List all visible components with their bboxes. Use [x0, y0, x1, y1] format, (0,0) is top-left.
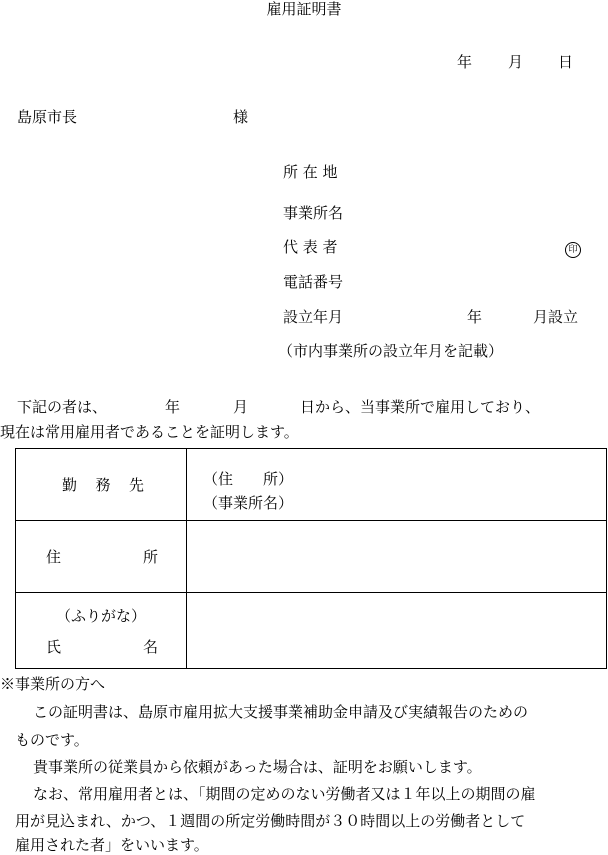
established-label: 設立年月 — [283, 308, 344, 326]
name-label-char: 氏 — [46, 637, 62, 656]
workplace-label-cell — [16, 449, 187, 521]
statement-month: 月 — [233, 398, 249, 416]
established-year: 年 — [467, 308, 483, 326]
note-line: この証明書は、島原市雇用拡大支援事業補助金申請及び実績報告のための — [33, 703, 529, 721]
workplace-label-char: 務 — [95, 476, 111, 494]
phone-label: 電話番号 — [283, 273, 344, 291]
date-month: 月 — [508, 53, 524, 71]
name-label — [16, 636, 186, 657]
address-label-cell — [16, 521, 187, 593]
date-day: 日 — [558, 53, 574, 71]
addressee-name: 島原市長 — [17, 108, 78, 126]
name-value-cell[interactable] — [187, 593, 607, 669]
name-label-char: 名 — [142, 637, 158, 656]
name-label-cell — [16, 593, 187, 669]
statement-year: 年 — [165, 398, 181, 416]
statement-line2: 現在は常用雇用者であることを証明します。 — [0, 423, 299, 441]
seal-text: 印 — [565, 242, 581, 258]
established-month: 月設立 — [533, 308, 579, 326]
workplace-address-caption: （住 所） — [203, 469, 294, 488]
workplace-office-caption: （事業所名） — [203, 493, 294, 512]
document-title: 雇用証明書 — [266, 0, 342, 18]
statement-day-suffix: 日から、当事業所で雇用しており、 — [300, 398, 541, 416]
addressee-honorific: 様 — [233, 108, 249, 126]
location-label: 所 在 地 — [283, 163, 338, 181]
established-note: （市内事業所の設立年月を記載） — [278, 342, 504, 360]
workplace-label-char: 先 — [128, 476, 144, 494]
table-row-name — [16, 593, 607, 669]
table-row-address — [16, 521, 607, 593]
representative-label: 代 表 者 — [283, 238, 338, 256]
office-name-label: 事業所名 — [283, 204, 344, 222]
note-line: 用が見込まれ、かつ、１週間の所定労働時間が３０時間以上の労働者として — [15, 812, 526, 830]
address-label-char: 住 — [46, 548, 62, 566]
date-year: 年 — [457, 53, 473, 71]
workplace-value-cell[interactable] — [187, 449, 607, 521]
note-line: ものです。 — [15, 731, 89, 749]
note-line: 貴事業所の従業員から依頼があった場合は、証明をお願いします。 — [33, 758, 482, 776]
note-line: 雇用された者」をいいます。 — [15, 836, 209, 854]
employment-table — [15, 448, 607, 669]
table-row-workplace — [16, 449, 607, 521]
address-value-cell[interactable] — [187, 521, 607, 593]
seal-mark — [565, 240, 581, 258]
workplace-label — [16, 474, 186, 495]
statement-prefix: 下記の者は、 — [17, 398, 108, 416]
furigana-label: （ふりがな） — [55, 606, 146, 625]
note-line: なお、常用雇用者とは、「期間の定めのない労働者又は１年以上の期間の雇 — [33, 785, 536, 803]
address-label — [16, 546, 186, 567]
workplace-label-char: 勤 — [62, 476, 78, 494]
address-label-char: 所 — [142, 548, 158, 566]
notes-heading: ※事業所の方へ — [0, 675, 106, 693]
